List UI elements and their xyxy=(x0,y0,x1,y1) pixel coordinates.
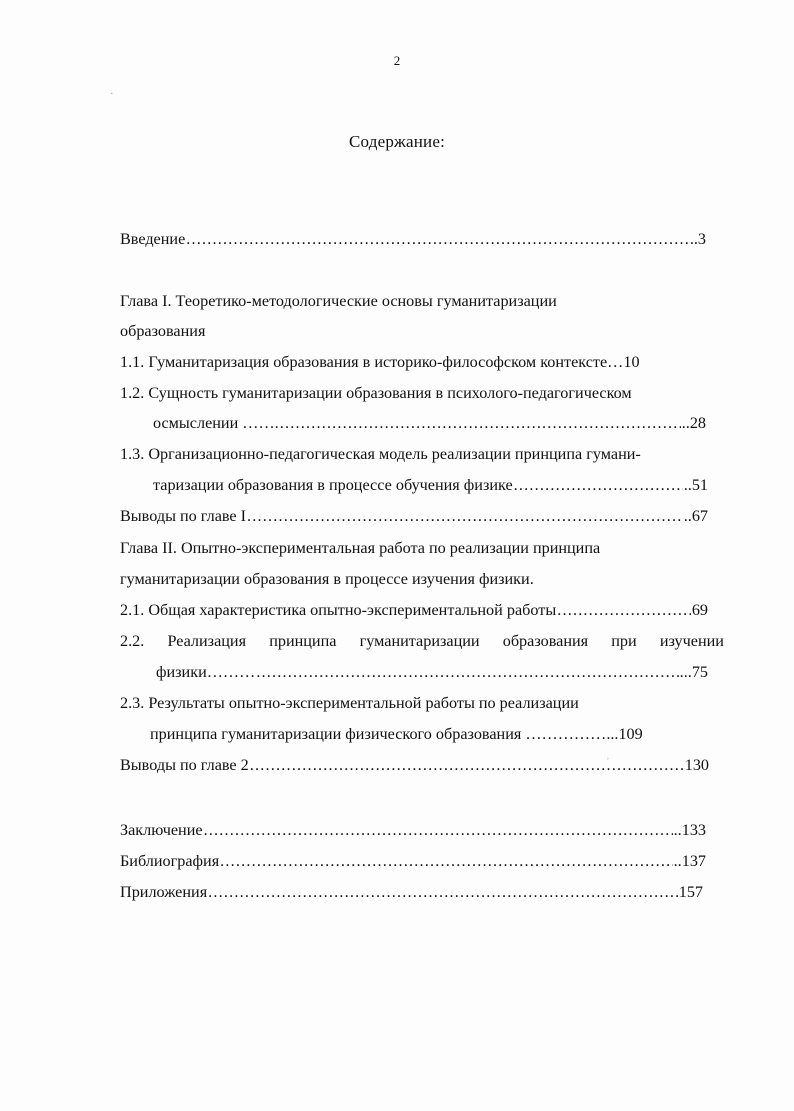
chapter-1-heading-line-2: образования xyxy=(120,322,206,340)
toc-entry-page: ..133 xyxy=(673,821,706,839)
scan-speck: ʾ xyxy=(606,756,610,768)
toc-entry-text: Библиография xyxy=(120,852,220,870)
toc-word: 2.2. xyxy=(120,632,145,650)
toc-entry-text: Выводы по главе I xyxy=(120,507,247,525)
toc-entry-1-2-line-2 xyxy=(153,413,706,433)
dot-leader xyxy=(208,882,678,902)
toc-entry-text: Выводы по главе 2 xyxy=(120,756,249,774)
toc-entry-1-1 xyxy=(120,352,707,372)
toc-word: при xyxy=(611,632,637,650)
toc-entry-page: 157 xyxy=(678,883,703,901)
toc-entry-1-3-line-2 xyxy=(153,475,708,495)
toc-entry-2-2-line-1 xyxy=(120,631,724,651)
toc-entry-2-1 xyxy=(120,600,708,620)
toc-entry-text: Заключение xyxy=(120,821,203,839)
toc-entry-page: 69 xyxy=(691,601,708,619)
toc-entry-page: …10 xyxy=(607,353,640,371)
chapter-1-heading-line-1: Глава I. Теоретико-методологические основы гуманитаризации xyxy=(120,292,557,310)
toc-entry-text: осмыслении ……. xyxy=(153,414,279,432)
dot-leader xyxy=(247,506,683,526)
page-number: 2 xyxy=(393,53,401,68)
dot-leader xyxy=(250,755,684,775)
toc-entry-page: ..3 xyxy=(689,230,706,248)
toc-entry-page: ...75 xyxy=(679,663,708,681)
toc-entry-page: ..51 xyxy=(683,476,708,494)
toc-entry-text: таризации образования в процессе обучения физике xyxy=(153,476,513,494)
chapter-2-heading-line-1: Глава II. Опытно-экспериментальная работа по реализации принципа xyxy=(120,539,601,557)
dot-leader xyxy=(186,229,689,249)
toc-entry-chapter-2-conclusions xyxy=(120,755,709,775)
dot-leader xyxy=(220,851,672,871)
toc-entry-page: 130 xyxy=(684,756,709,774)
toc-word: изучении xyxy=(659,632,724,650)
toc-entry-text: Введение xyxy=(120,230,186,248)
chapter-2-heading-line-2: гуманитаризации образования в процессе изучения физики. xyxy=(120,570,534,588)
toc-entry-intro xyxy=(120,229,706,249)
dot-leader xyxy=(280,413,681,433)
toc-entry-bibliography xyxy=(120,851,706,871)
toc-word: гуманитаризации xyxy=(359,632,480,650)
toc-entry-appendices xyxy=(120,882,703,902)
dot-leader xyxy=(514,475,683,495)
toc-entry-2-2-line-2 xyxy=(156,662,708,682)
toc-entry-text: физики……… xyxy=(156,663,256,681)
toc-word: образования xyxy=(502,632,589,650)
toc-entry-1-3-line-1: 1.3. Организационно-педагогическая модель реализации принципа гумани- xyxy=(120,445,641,463)
toc-entry-page: ..67 xyxy=(683,507,708,525)
toc-entry-chapter-1-conclusions xyxy=(120,506,708,526)
dot-leader xyxy=(204,820,673,840)
toc-entry-2-3-line-1: 2.3. Результаты опытно-экспериментальной работы по реализации xyxy=(120,694,579,712)
toc-entry-1-2-line-1: 1.2. Сущность гуманитаризации образования в психолого-педагогическом xyxy=(120,384,632,402)
dot-leader xyxy=(557,600,691,620)
toc-entry-text: 2.1. Общая характеристика опытно-экспериментальной работы xyxy=(120,601,557,619)
toc-title: Содержание: xyxy=(349,132,445,151)
dot-leader xyxy=(256,662,678,682)
toc-entry-2-3-line-2 xyxy=(150,724,710,744)
toc-entry-conclusion xyxy=(120,820,706,840)
toc-entry-text: принципа гуманитаризации физического образования …………… xyxy=(150,725,607,743)
toc-entry-text: Приложения xyxy=(120,883,208,901)
toc-word: Реализация xyxy=(167,632,247,650)
toc-word: принципа xyxy=(269,632,337,650)
toc-entry-text: 1.1. Гуманитаризация образования в историко-философском контексте xyxy=(120,353,608,371)
toc-entry-page: ...109 xyxy=(606,725,643,743)
scan-speck: · xyxy=(110,88,114,100)
toc-entry-page: ..28 xyxy=(681,414,706,432)
toc-entry-page: ..137 xyxy=(673,852,706,870)
